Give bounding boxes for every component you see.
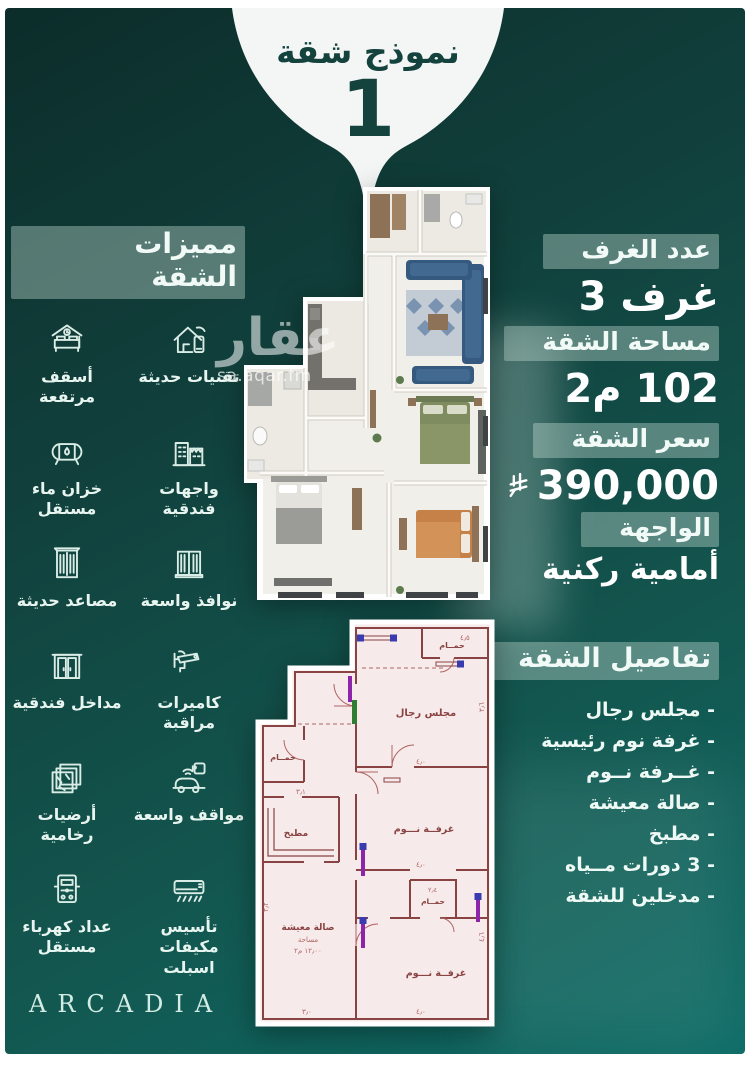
features-title: مميزات الشقة <box>11 226 245 299</box>
spec-price-value: 390,000 <box>536 463 719 509</box>
marble-floor-icon <box>46 759 88 799</box>
feature-item <box>11 759 123 846</box>
feature-label: مصاعد حديثة <box>16 590 118 610</box>
feature-item <box>133 759 245 846</box>
wide-window-icon <box>168 545 210 585</box>
feature-label: مواقف واسعة <box>133 804 245 824</box>
feature-label: نوافذ واسعة <box>140 590 238 610</box>
spec-facade-label: الواجهة <box>581 512 719 547</box>
hotel-facade-icon <box>168 433 210 473</box>
feature-item <box>133 433 245 520</box>
floor-plan-3d <box>244 178 522 606</box>
details-item: - مدخلين للشقة <box>565 885 715 907</box>
cctv-icon <box>168 647 210 687</box>
feature-item <box>11 321 123 408</box>
parking-icon <box>168 759 210 799</box>
plan-room-note: مساحة <box>297 936 319 944</box>
details-item: - مطبخ <box>648 823 715 845</box>
plan-dim: ٢٫٤ <box>428 886 438 894</box>
feature-label: خزان ماء مستقل <box>31 478 103 519</box>
plan-room-label: غرفــة نـــوم <box>405 968 467 979</box>
feature-label: تأسيس مكيفات اسبلت <box>159 916 219 977</box>
floor-plan-2d <box>244 612 496 1032</box>
feature-label: أسقف مرتفعة <box>38 367 96 407</box>
feature-item <box>11 545 123 622</box>
plan-dim: ٣٫٦ <box>478 702 486 712</box>
plan-room-label: حمــام <box>439 641 465 650</box>
feature-label: عداد كهرباء مستقل <box>22 916 112 957</box>
spec-area-value: 102 م2 <box>564 366 719 412</box>
feature-label: أرضيات رخامية <box>37 804 97 845</box>
spec-rooms-value: 3 غرف <box>578 274 719 320</box>
feature-item <box>133 321 245 408</box>
feature-label: تقنيات حديثة <box>138 367 240 386</box>
plan-dim: ٤٫٦ <box>478 932 486 942</box>
features-section <box>11 226 245 978</box>
details-title: تفاصيل الشقة <box>484 642 719 680</box>
high-ceiling-bed-icon <box>46 321 88 361</box>
feature-item <box>133 647 245 734</box>
plan-dim: ٣٫١ <box>296 788 306 796</box>
electric-meter-icon <box>46 871 88 911</box>
details-item: - غــرفة نــوم <box>586 761 715 783</box>
feature-item <box>133 871 245 978</box>
details-item: - مجلس رجال <box>585 699 715 721</box>
feature-item <box>11 433 123 520</box>
details-item: - 3 دورات مــياه <box>565 854 715 876</box>
header-badge <box>228 8 508 155</box>
watermark-url: sa.aqar.fm <box>217 366 312 386</box>
details-section <box>469 642 719 912</box>
feature-label: مداخل فندقية <box>12 692 122 712</box>
elevator-icon <box>46 545 88 585</box>
plan-room-label: حمــام <box>270 753 296 762</box>
plan-dim: ٣٫٢ <box>262 902 270 912</box>
feature-label: واجهات فندقية <box>159 478 219 519</box>
plan-room-label: حمــام <box>421 897 445 906</box>
feature-label: كاميرات مراقبة <box>157 692 221 733</box>
feature-item <box>133 545 245 622</box>
feature-item <box>11 871 123 978</box>
plan-room-label: صالة معيشة <box>281 923 335 933</box>
details-item: - غرفة نوم رئيسية <box>541 730 715 752</box>
flyer-background <box>5 8 745 1054</box>
plan-dim: ٤٫٠ <box>416 861 426 869</box>
spec-rooms-label: عدد الغرف <box>543 234 719 269</box>
brand-logo: ARCADIA <box>29 990 224 1018</box>
badge-number: 1 <box>340 65 396 155</box>
feature-item <box>11 647 123 734</box>
details-list <box>469 695 715 912</box>
plan-room-label: مطبخ <box>283 829 309 839</box>
spec-facade-value: أمامية ركنية <box>542 552 719 587</box>
plan-dim: ٣٫٠ <box>302 1008 312 1016</box>
split-ac-icon <box>168 871 210 911</box>
badge-title: نموذج شقة <box>276 32 460 71</box>
plan-room-label: غرفــة نـــوم <box>393 824 455 835</box>
smart-home-icon <box>168 321 210 361</box>
details-item: - صالة معيشة <box>588 792 715 814</box>
parking-letter: P <box>191 763 198 774</box>
features-grid <box>11 321 245 978</box>
plan-dim: ٤٫٠ <box>416 758 426 766</box>
spec-area-label: مساحة الشقة <box>504 326 719 361</box>
plan-dim: ٤٫٠ <box>416 1008 426 1016</box>
plan-dim: ٤٫٥ <box>460 634 470 642</box>
watermark-logo: عقار <box>217 308 340 368</box>
plan-room-area: ١٢٫٠٠ م٢ <box>294 947 322 955</box>
water-tank-icon <box>46 433 88 473</box>
spec-price-label: سعر الشقة <box>533 423 719 458</box>
plan-room-label: مجلس رجال <box>395 708 457 719</box>
hotel-entrance-icon <box>46 647 88 687</box>
